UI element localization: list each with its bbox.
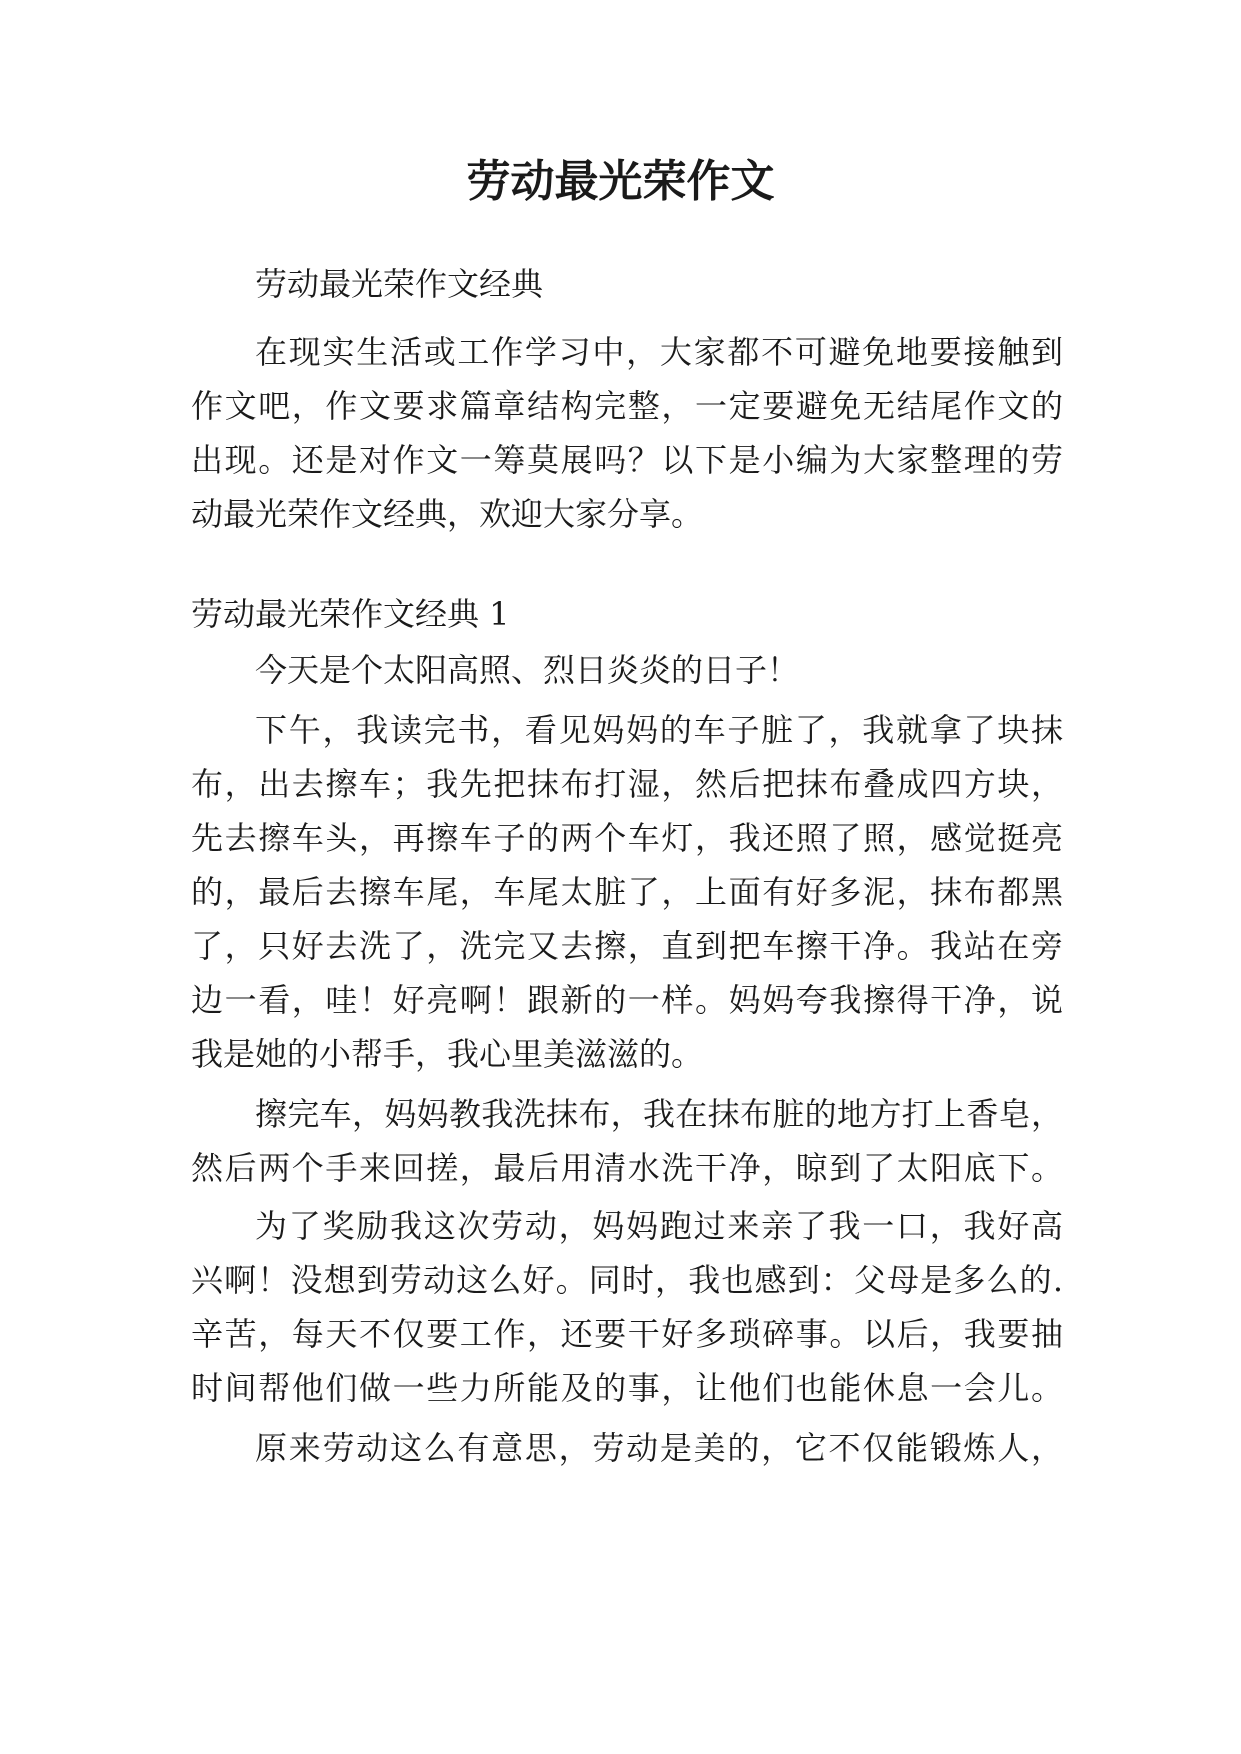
body-paragraph-line: 时间帮他们做一些力所能及的事，让他们也能休息一会儿。 <box>191 1369 1063 1407</box>
body-paragraph-line: 然后两个手来回搓，最后用清水洗干净，晾到了太阳底下。 <box>191 1149 1063 1187</box>
body-paragraph-line: 原来劳动这么有意思，劳动是美的，它不仅能锻炼人， <box>255 1429 1063 1467</box>
body-paragraph-line: 为了奖励我这次劳动，妈妈跑过来亲了我一口，我好高 <box>255 1207 1063 1245</box>
body-paragraph-line: 今天是个太阳高照、烈日炎炎的日子！ <box>255 651 800 689</box>
body-paragraph-line: 我是她的小帮手，我心里美滋滋的。 <box>191 1035 704 1073</box>
body-paragraph-line: 边一看，哇！好亮啊！跟新的一样。妈妈夸我擦得干净，说 <box>191 981 1063 1019</box>
intro-heading: 劳动最光荣作文经典 <box>255 265 544 303</box>
body-paragraph-line: 擦完车，妈妈教我洗抹布，我在抹布脏的地方打上香皂， <box>255 1095 1063 1133</box>
body-paragraph-line: 的，最后去擦车尾，车尾太脏了，上面有好多泥，抹布都黑 <box>191 873 1063 911</box>
intro-paragraph-line: 在现实生活或工作学习中，大家都不可避免地要接触到 <box>255 333 1063 371</box>
section-heading: 劳动最光荣作文经典 1 <box>191 595 510 633</box>
body-paragraph-line: 先去擦车头，再擦车子的两个车灯，我还照了照，感觉挺亮 <box>191 819 1063 857</box>
body-paragraph-line: 兴啊！没想到劳动这么好。同时，我也感到：父母是多么的. <box>191 1261 1063 1299</box>
intro-paragraph-line: 作文吧，作文要求篇章结构完整，一定要避免无结尾作文的 <box>191 387 1063 425</box>
document-title: 劳动最光荣作文 <box>466 156 775 207</box>
body-paragraph-line: 布，出去擦车；我先把抹布打湿，然后把抹布叠成四方块， <box>191 765 1063 803</box>
intro-paragraph-line: 出现。还是对作文一筹莫展吗？以下是小编为大家整理的劳 <box>191 441 1063 479</box>
body-paragraph-line: 辛苦，每天不仅要工作，还要干好多琐碎事。以后，我要抽 <box>191 1315 1063 1353</box>
body-paragraph-line: 了，只好去洗了，洗完又去擦，直到把车擦干净。我站在旁 <box>191 927 1063 965</box>
body-paragraph-line: 下午，我读完书，看见妈妈的车子脏了，我就拿了块抹 <box>255 711 1063 749</box>
intro-paragraph-line: 动最光荣作文经典，欢迎大家分享。 <box>191 495 704 533</box>
